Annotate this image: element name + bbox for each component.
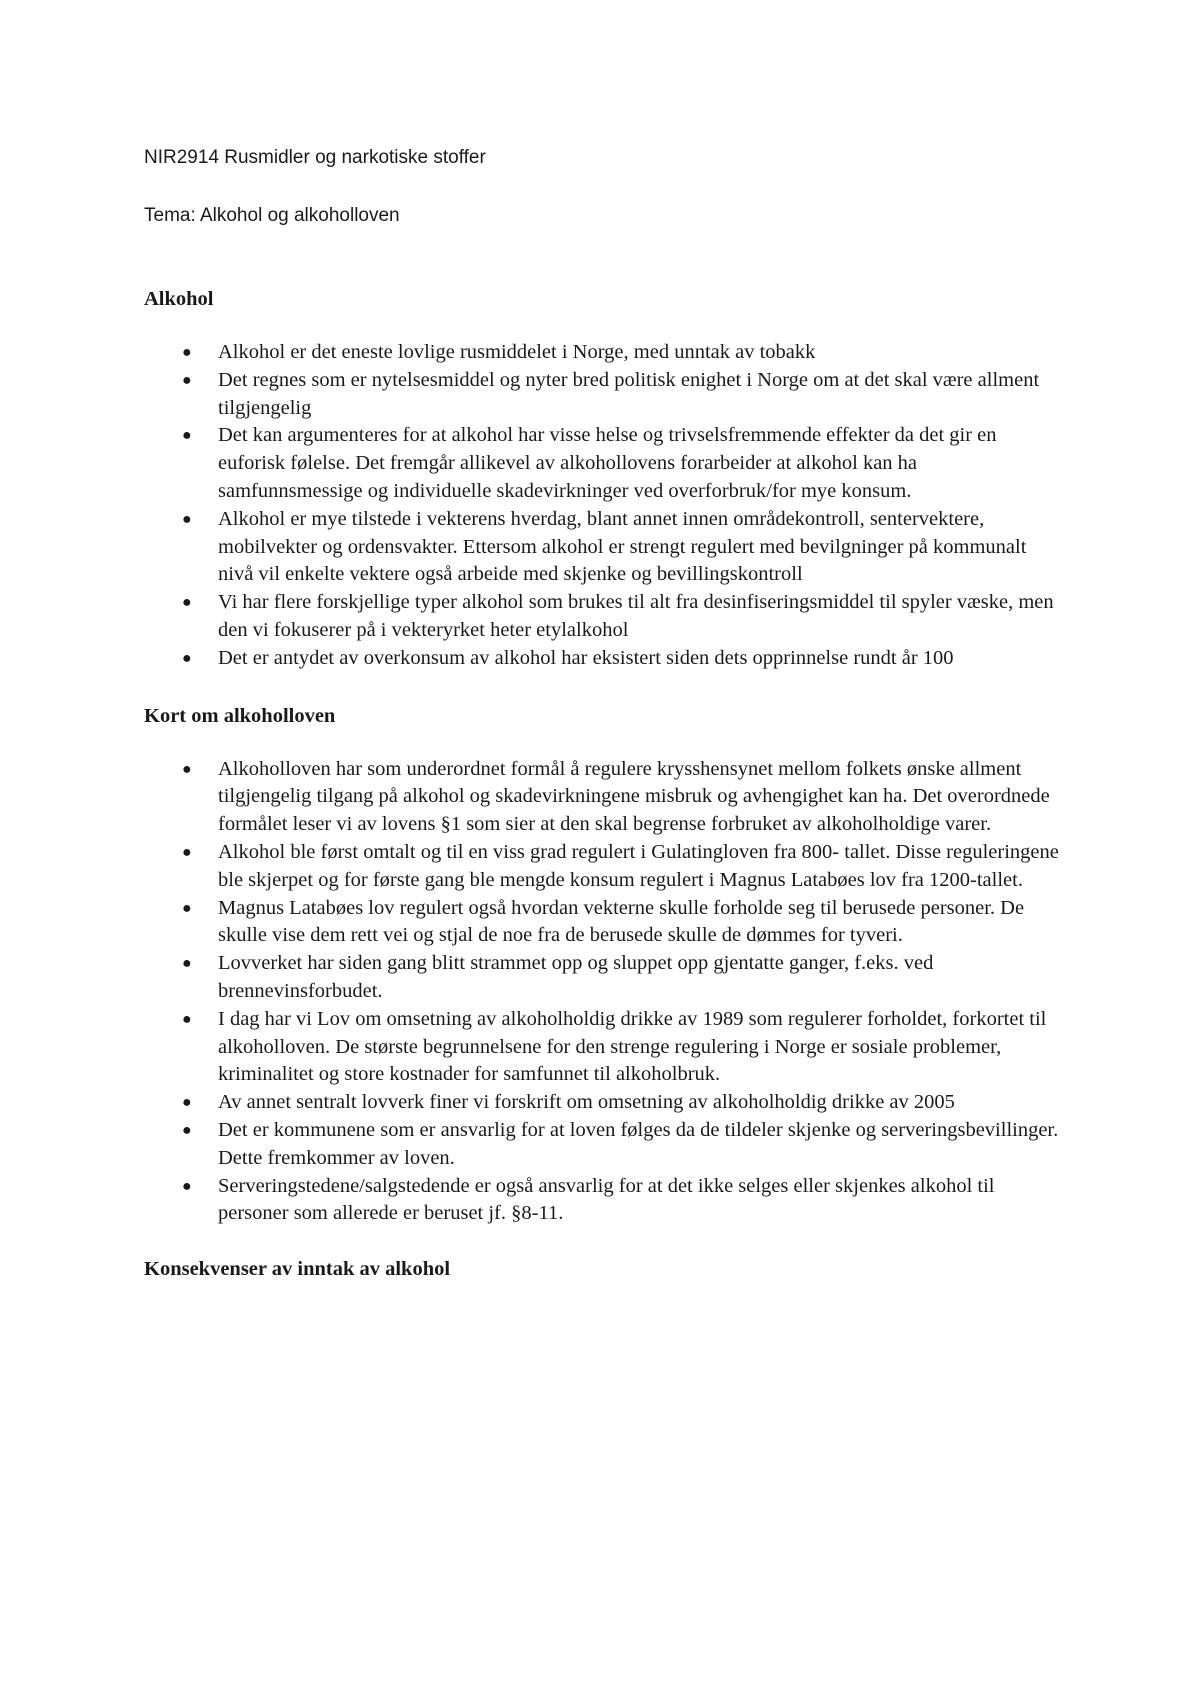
bullet-icon: ● xyxy=(182,510,192,528)
bullet-icon: ● xyxy=(182,1121,192,1139)
bullet-icon: ● xyxy=(182,371,192,389)
bullet-icon: ● xyxy=(182,1094,192,1112)
bullet-icon: ● xyxy=(182,594,192,612)
list-item: ● Det kan argumenteres for at alkohol har visse helse og trivselsfremmende effekter da det gir en euforisk følelse. Det fremgår allikevel av alkohollovens forarbeider at alkohol kan ha samfunnsmessige og individuelle skadevirkninger ved overforbruk/for mye konsum. xyxy=(182,424,997,502)
section-heading-alkohol: Alkohol xyxy=(144,288,214,310)
bullet-icon: ● xyxy=(182,899,192,917)
list-item: ● Alkoholloven har som underordnet formål å regulere krysshensynet mellom folkets ønske allment tilgjengelig tilgang på alkohol og skadevirkningene misbruk og avhengighet kan ha. Det overordnede formålet leser vi av lovens §1 som sier at den skal begrense forbruket av alkoholholdige varer. xyxy=(182,757,1050,836)
course-title: NIR2914 Rusmidler og narkotiske stoffer xyxy=(144,147,486,168)
list-item: ● Vi har flere forskjellige typer alkohol som brukes til alt fra desinfiseringsmiddel til spyler væske, men den vi fokuserer på i vekteryrket heter etylalkohol xyxy=(182,591,1054,641)
list-item: ● Lovverket har siden gang blitt strammet opp og sluppet opp gjentatte ganger, f.eks. ved brennevinsforbudet. xyxy=(182,952,934,1002)
list-item: ● Alkohol er mye tilstede i vekterens hverdag, blant annet innen områdekontroll, sentervektere, mobilvekter og ordensvakter. Ettersom alkohol er strengt regulert med bevilgninger på kommunalt nivå vil enkelte vektere også arbeide med skjenke og bevillingskontroll xyxy=(182,507,1027,586)
bullet-icon: ● xyxy=(182,1010,192,1028)
theme-line: Tema: Alkohol og alkoholloven xyxy=(144,205,400,226)
document-body xyxy=(144,146,1064,1282)
bullet-icon: ● xyxy=(182,649,192,667)
section-heading-kort-om-alkoholloven: Kort om alkoholloven xyxy=(144,704,336,727)
list-item: ● Serveringstedene/salgstedende er også ansvarlig for at det ikke selges eller skjenkes alkohol til personer som allerede er beruset jf. §8-11. xyxy=(182,1174,995,1225)
list-item: ● Det er antydet av overkonsum av alkohol har eksistert siden dets opprinnelse rundt år 100 xyxy=(144,645,1064,673)
list-item: ● Magnus Latabøes lov regulert også hvordan vekterne skulle forholde seg til berusede personer. De skulle vise dem rett vei og stjal de noe fra de berusede skulle de dømmes for tyveri. xyxy=(182,896,1025,947)
bullet-list-alkoholloven xyxy=(144,756,1064,1229)
section-heading-konsekvenser: Konsekvenser av inntak av alkohol xyxy=(144,1258,451,1281)
list-item: ● I dag har vi Lov om omsetning av alkoholholdig drikke av 1989 som regulerer forholdet, forkortet til alkoholloven. De største begrunnelsene for den strenge regulering i Norge er sosiale problemer, kriminalitet og store kostnader for samfunnet til alkoholbruk. xyxy=(182,1007,1047,1086)
list-item: ● Alkohol ble først omtalt og til en viss grad regulert i Gulatingloven fra 800- tallet. Disse reguleringene ble skjerpet og for første gang ble mengde konsum regulert i Magnus Latabøes lov fra 1200-tallet. xyxy=(182,840,1059,891)
list-item: ● Det regnes som er nytelsesmiddel og nyter bred politisk enighet i Norge om at det skal være allment tilgjengelig xyxy=(182,368,1040,419)
bullet-icon: ● xyxy=(182,344,192,361)
list-item: ● Det er kommunene som er ansvarlig for at loven følges da de tildeler skjenke og serveringsbevillinger. Dette fremkommer av loven. xyxy=(182,1118,1059,1169)
list-item: ● Alkohol er det eneste lovlige rusmiddelet i Norge, med unntak av tobakk xyxy=(144,339,1064,367)
bullet-icon: ● xyxy=(182,1177,192,1195)
list-item: ● Av annet sentralt lovverk finer vi forskrift om omsetning av alkoholholdig drikke av 2005 xyxy=(144,1089,1064,1117)
bullet-icon: ● xyxy=(182,843,192,861)
bullet-icon: ● xyxy=(182,955,192,973)
bullet-icon: ● xyxy=(182,760,192,778)
bullet-icon: ● xyxy=(182,427,192,445)
bullet-list-alkohol xyxy=(144,339,1064,673)
